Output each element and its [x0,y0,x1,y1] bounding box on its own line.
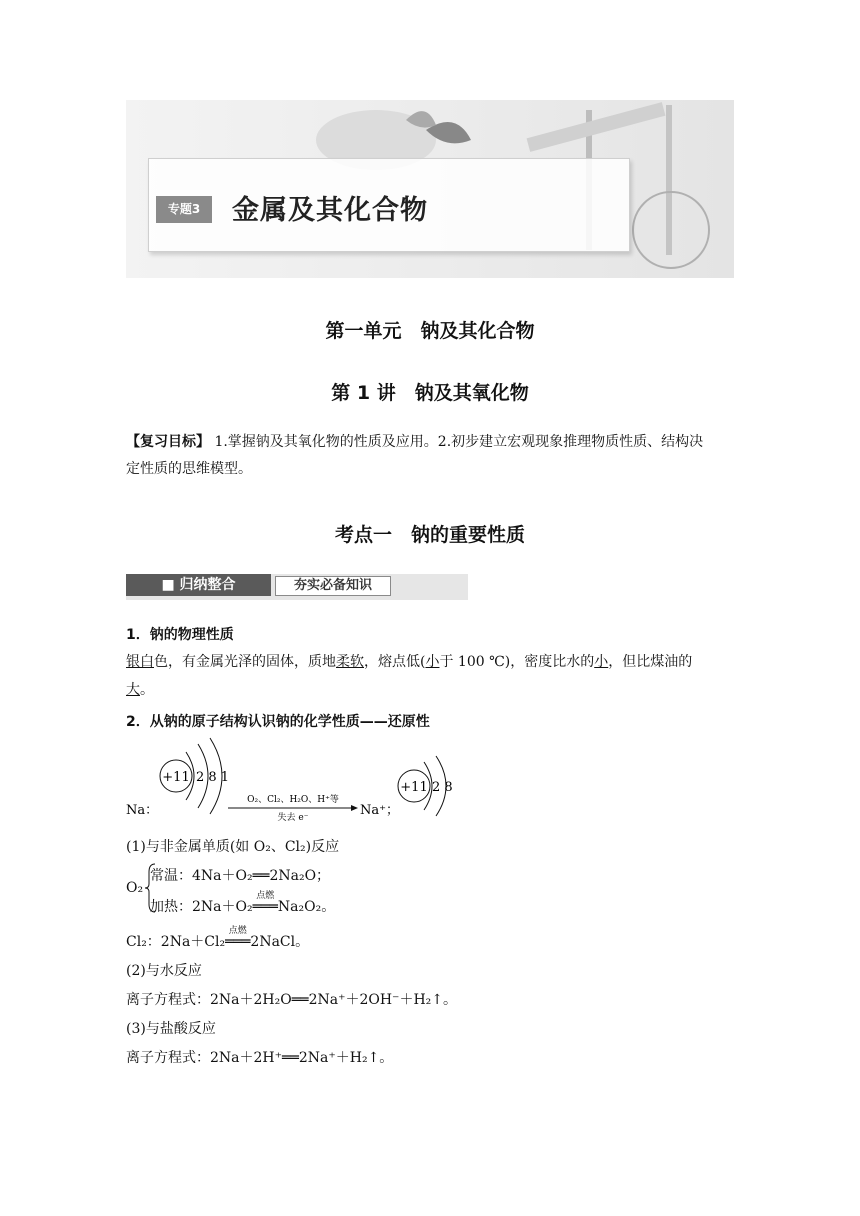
condition: 点燃 [256,891,275,901]
s1-text: ，但比煤油的 [608,654,693,670]
eq-right: Na₂O₂。 [277,899,336,915]
section-bar-sub: 夯实必备知识 [275,576,391,596]
s1-text: 于 100 ℃)，密度比水的 [439,654,595,670]
eq-right: 2NaCl。 [250,934,310,950]
arrow-top-text: O₂、Cl₂、H₂O、H⁺等 [247,795,339,805]
s1-text: ，熔点低( [364,654,426,670]
blank-da: 大 [126,682,140,698]
o2-label: O₂ [126,880,144,896]
condition: 点燃 [228,926,247,936]
banner-title: 金属及其化合物 [232,195,428,226]
r3-equation: 离子方程式：2Na＋2H⁺══2Na⁺＋H₂↑。 [126,1050,394,1066]
eq-left: 加热：2Na＋O₂ [150,899,253,915]
topic-tag: 专题3 [156,196,212,223]
ion-shells: 2 8 [432,780,453,795]
r2-equation: 离子方程式：2Na＋2H₂O══2Na⁺＋2OH⁻＋H₂↑。 [126,992,457,1008]
blank-yinbai: 银白 [126,654,154,670]
point-title: 考点一 钠的重要性质 [334,524,525,546]
unit-title: 第一单元 钠及其化合物 [325,320,535,342]
chapter-banner [126,100,734,278]
s1-heading: 1．钠的物理性质 [126,627,234,643]
arrow-bottom-text: 失去 e⁻ [277,813,309,823]
section-bar-main: ■ 归纳整合 [126,574,271,596]
s1-text: 色，有金属光泽的固体，质地 [154,654,336,670]
ignite-arrow: 点燃 ═══ [253,899,278,915]
o2-heat [150,891,336,916]
ion-nucleus: +11 [400,780,428,795]
review-goals [126,429,736,483]
r2-title: (2)与水反应 [126,963,202,979]
s2-heading: 2．从钠的原子结构认识钠的化学性质——还原性 [126,714,430,730]
na-shells: 2 8 1 [196,770,230,785]
lecture-title: 第 1 讲 钠及其氧化物 [331,382,529,404]
blank-xiao1: 小 [425,654,440,670]
r1-title: (1)与非金属单质(如 O₂、Cl₂)反应 [126,839,340,855]
s1-paragraph-line1 [126,651,692,671]
ion-label: Na⁺； [360,803,399,818]
eq-left: Cl₂：2Na＋Cl₂ [126,934,226,950]
review-text-1: 1.掌握钠及其氧化物的性质及应用。2.初步建立宏观现象推理物质性质、结构决 [210,434,704,450]
cl2-equation [126,926,310,951]
o2-room-temp: 常温：4Na＋O₂══2Na₂O； [150,868,331,884]
na-label: Na： [126,803,159,818]
section-bar [126,574,468,600]
na-nucleus: +11 [162,770,190,785]
ignite-arrow: 点燃 ═══ [225,934,250,950]
r3-title: (3)与盐酸反应 [126,1021,216,1037]
review-text-2: 定性质的思维模型。 [126,461,252,477]
s1-paragraph-line2 [126,679,154,699]
review-label: 【复习目标】 [126,434,210,450]
s1-text: 。 [140,682,154,698]
sodium-atom-diagram [126,736,466,826]
blank-xiao2: 小 [594,654,609,670]
blank-rouruan: 柔软 [336,654,364,670]
